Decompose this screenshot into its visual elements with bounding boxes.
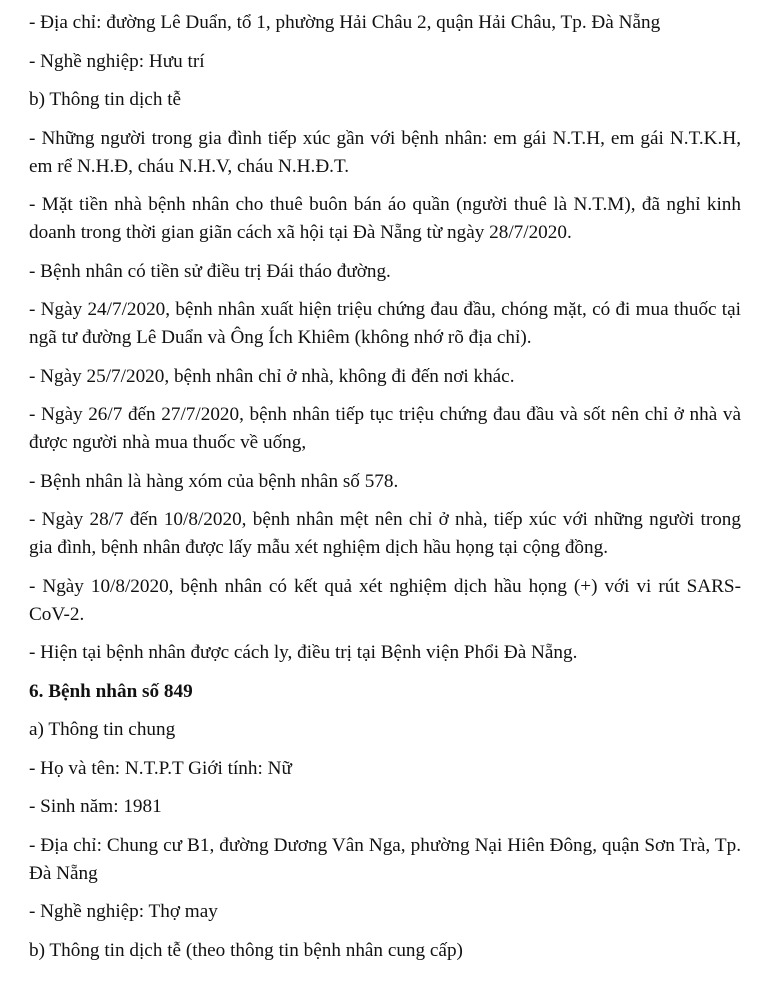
contacts-paragraph: - Những người trong gia đình tiếp xúc gần với bệnh nhân: em gái N.T.H, em gái N.T.K.H, em rể N.H.Đ, cháu N.H.V, cháu N.H.Đ.T. — [29, 127, 741, 177]
general-info-subsection: a) Thông tin chung — [29, 719, 176, 740]
timeline-24-7: - Ngày 24/7/2020, bệnh nhân xuất hiện triệu chứng đau đầu, chóng mặt, có đi mua thuốc tại ngã tư đường Lê Duẩn và Ông Ích Khiêm (không nhớ rõ địa chỉ). — [29, 299, 741, 348]
timeline-25-7: - Ngày 25/7/2020, bệnh nhân chỉ ở nhà, không đi đến nơi khác. — [29, 365, 515, 387]
patient-849-heading: 6. Bệnh nhân số 849 — [29, 680, 193, 702]
address-line: - Địa chỉ: đường Lê Duẩn, tổ 1, phường Hải Châu 2, quận Hải Châu, Tp. Đà Nẵng — [29, 12, 661, 33]
timeline-28-7-10-8: - Ngày 28/7 đến 10/8/2020, bệnh nhân mệt nên chỉ ở nhà, tiếp xúc với những người trong gia đình, bệnh nhân được lấy mẫu xét nghiệm dịch hầu họng tại cộng đồng. — [29, 509, 741, 558]
timeline-26-27-7: - Ngày 26/7 đến 27/7/2020, bệnh nhân tiếp tục triệu chứng đau đầu và sốt nên chỉ ở nhà và được người nhà mua thuốc về uống, — [29, 404, 741, 453]
occupation-line: - Nghề nghiệp: Hưu trí — [29, 50, 205, 72]
test-result-paragraph: - Ngày 10/8/2020, bệnh nhân có kết quả xét nghiệm dịch hầu họng (+) với vi rút SARS-CoV-2. — [29, 575, 741, 625]
isolation-line: - Hiện tại bệnh nhân được cách ly, điều trị tại Bệnh viện Phổi Đà Nẵng. — [29, 642, 578, 663]
shop-paragraph: - Mặt tiền nhà bệnh nhân cho thuê buôn bán áo quần (người thuê là N.T.M), đã nghỉ kinh doanh trong thời gian giãn cách xã hội tại Đà Nẵng từ ngày 28/7/2020. — [29, 194, 741, 243]
patient-849-epidemiology-subsection: b) Thông tin dịch tễ (theo thông tin bệnh nhân cung cấp) — [29, 939, 463, 961]
subsection-epidemiology: b) Thông tin dịch tễ — [29, 89, 182, 110]
medical-history-line: - Bệnh nhân có tiền sử điều trị Đái tháo đường. — [29, 260, 391, 282]
neighbor-line: - Bệnh nhân là hàng xóm của bệnh nhân số 578. — [29, 470, 399, 492]
document-page — [29, 9, 741, 975]
birth-year-line: - Sinh năm: 1981 — [29, 796, 162, 817]
name-gender-line: - Họ và tên: N.T.P.T Giới tính: Nữ — [29, 757, 292, 779]
patient-849-address: - Địa chỉ: Chung cư B1, đường Dương Vân Nga, phường Nại Hiên Đông, quận Sơn Trà, Tp. Đà Nẵng — [29, 834, 741, 884]
patient-849-occupation: - Nghề nghiệp: Thợ may — [29, 901, 218, 922]
